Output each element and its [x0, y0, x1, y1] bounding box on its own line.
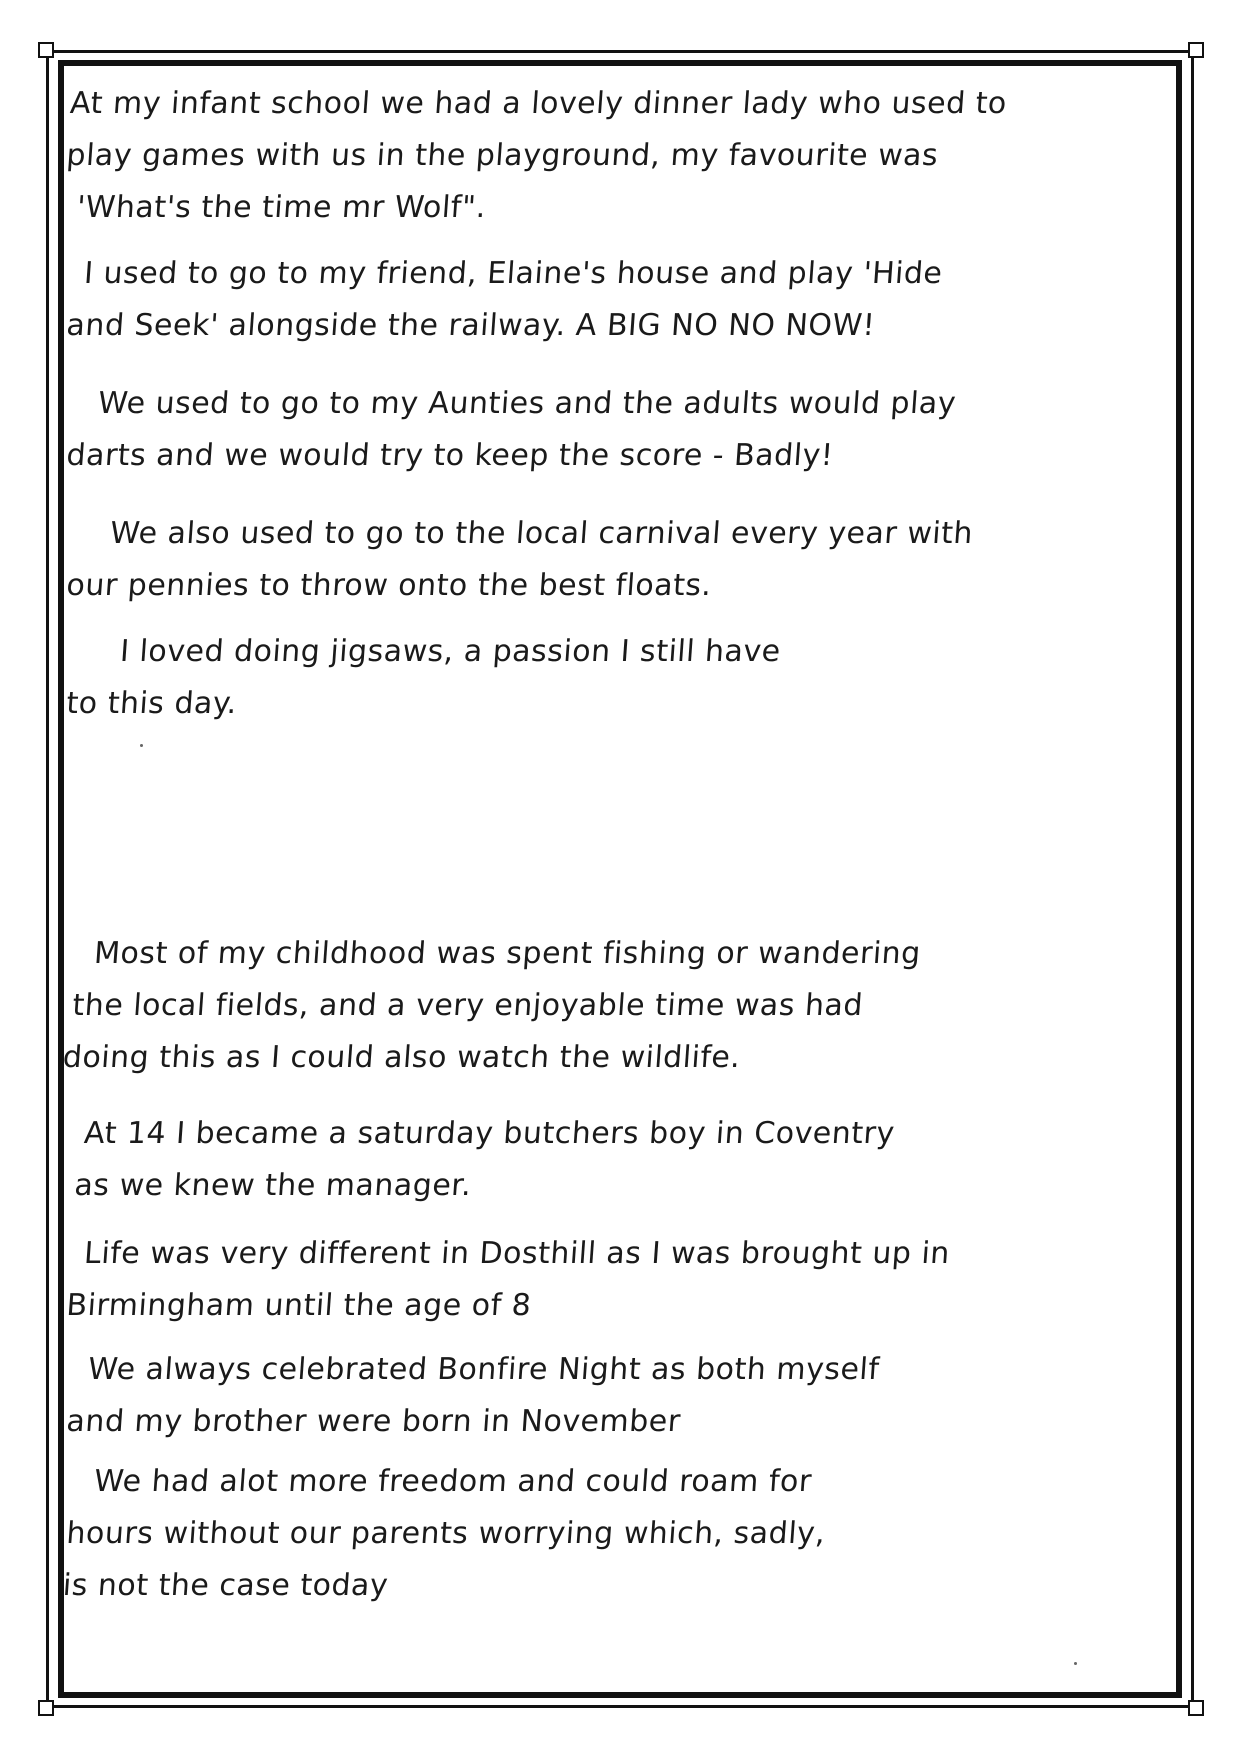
- text-line: We had alot more freedom and could roam for: [92, 1464, 813, 1499]
- text-line: and Seek' alongside the railway. A BIG NO NO NOW!: [65, 308, 877, 343]
- text-line: At 14 I became a saturday butchers boy in Coventry: [82, 1116, 896, 1151]
- paragraph-carnival: [65, 508, 1162, 612]
- handwritten-text-body: [61, 78, 1162, 1678]
- paragraph-hide-and-seek: [65, 248, 1162, 352]
- text-line: Birmingham until the age of 8: [65, 1288, 533, 1323]
- text-line: We always celebrated Bonfire Night as both myself: [86, 1352, 881, 1387]
- text-line: is not the case today: [61, 1568, 390, 1603]
- paragraph-freedom: [61, 1456, 1162, 1612]
- border-corner-ornament: [1188, 42, 1204, 58]
- text-line: doing this as I could also watch the wildlife.: [61, 1040, 742, 1075]
- border-corner-ornament: [38, 42, 54, 58]
- scan-speck: [1074, 1662, 1077, 1665]
- paragraph-jigsaws: [65, 626, 1162, 730]
- text-line: play games with us in the playground, my favourite was: [65, 138, 940, 173]
- text-line: We also used to go to the local carnival every year with: [108, 516, 975, 551]
- paragraph-darts: [65, 378, 1162, 482]
- text-line: the local fields, and a very enjoyable time was had: [71, 988, 865, 1023]
- text-line: Most of my childhood was spent fishing or wandering: [92, 936, 922, 971]
- text-line: I used to go to my friend, Elaine's house and play 'Hide: [82, 256, 944, 291]
- text-line: hours without our parents worrying which, sadly,: [65, 1516, 827, 1551]
- text-line: 'What's the time mr Wolf".: [75, 190, 488, 225]
- paragraph-butchers-boy: [65, 1108, 1162, 1212]
- border-corner-ornament: [38, 1700, 54, 1716]
- text-line: our pennies to throw onto the best floats.: [65, 568, 713, 603]
- text-line: Life was very different in Dosthill as I was brought up in: [82, 1236, 952, 1271]
- paragraph-bonfire-night: [65, 1344, 1162, 1448]
- text-line: to this day.: [65, 686, 239, 721]
- paragraph-fishing: [61, 928, 1162, 1084]
- text-line: and my brother were born in November: [65, 1404, 682, 1439]
- text-line: as we knew the manager.: [73, 1168, 473, 1203]
- text-line: We used to go to my Aunties and the adults would play: [96, 386, 958, 421]
- paragraph-birmingham: [65, 1228, 1162, 1332]
- paragraph-dinner-lady: [61, 78, 1162, 234]
- text-line: darts and we would try to keep the score - Badly!: [65, 438, 835, 473]
- text-line: At my infant school we had a lovely dinner lady who used to: [68, 86, 1009, 121]
- text-line: I loved doing jigsaws, a passion I still have: [118, 634, 782, 669]
- border-corner-ornament: [1188, 1700, 1204, 1716]
- scan-speck: [140, 744, 143, 747]
